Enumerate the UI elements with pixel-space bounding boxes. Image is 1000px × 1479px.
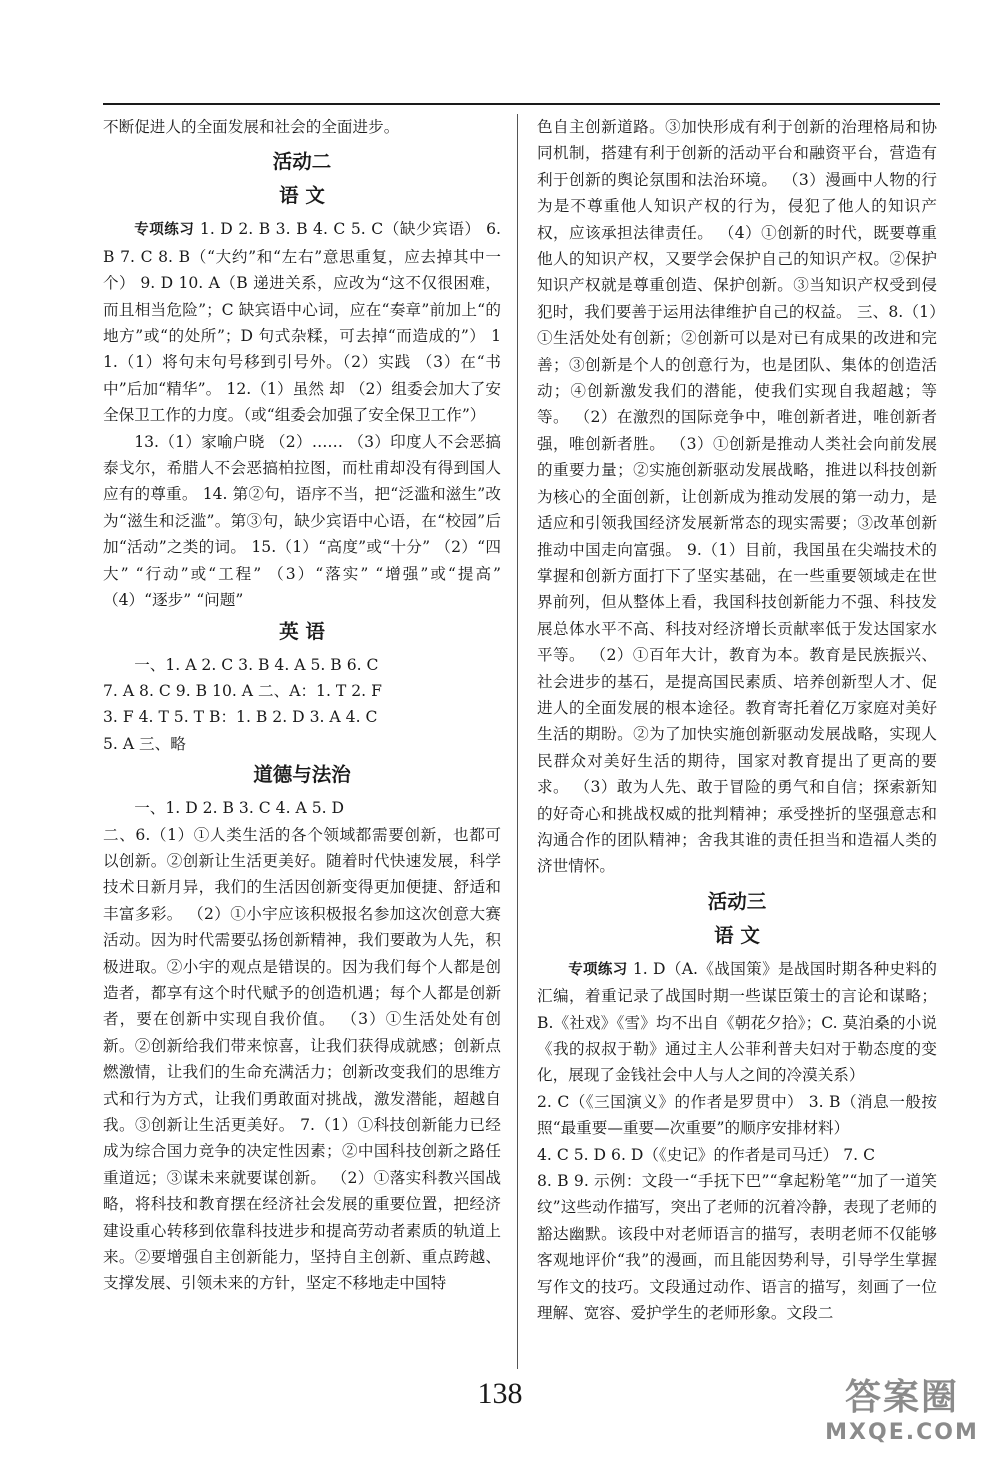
chinese-answers-line: 4. C 5. D 6. D（《史记》的作者是司马迁） 7. C: [537, 1145, 875, 1164]
chinese-answers-line: 2. C（《三国演义》的作者是罗贯中） 3. B（消息一般按照“最重要—重要—次重要”的顺序安排材料）: [537, 1092, 937, 1138]
chinese-heading: 语 文: [279, 184, 325, 208]
chinese-answers: [103, 216, 501, 428]
morality-law-heading: 道德与法治: [253, 763, 351, 787]
chinese-answers-line: 8. B 9. 示例：文段一“手抚下巴”“拿起粉笔”“加了一道笑纹”这些动作描写，突出了老师的沉着冷静，表现了老师的豁达幽默。该段中对老师语言的描写，表明老师不仅能够客观地评价“我”的漫画，而且能因势利导，引导学生掌握写作文的技巧。文段通过动作、语言的描写，刻画了一位理解、宽容、爱护学生的老师形象。文段二: [537, 1172, 937, 1323]
page-number: 138: [477, 1377, 523, 1410]
chinese-answers: [537, 956, 937, 1089]
morality-answers-text: 二、6.（1）①人类生活的各个领域都需要创新，也都可以创新。②创新让生活更美好。随着时代快速发展，科学技术日新月异，我们的生活因创新变得更加便捷、舒适和丰富多彩。 （2）①小宇应该积极报名参加这次创意大赛活动。因为时代需要弘扬创新精神，我们要敢为人先，积极进取。②小宇的观点是错误的。因为我们每个人都是创造者，都享有这个时代赋予的创造机遇；每个人都是创新者，要在创新中实现自我价值。 （3）①生活处处有创新。②创新给我们带来惊喜，让我们获得成就感；创新点燃激情，让我们的生命充满活力；创新改变我们的思维方式和行为方式，让我们勇敢面对挑战，激发潜能，超越自我。③创新让生活更美好。 7.（1）①科技创新能力已经成为综合国力竞争的决定性因素；②中国科技创新之路任重道远；③谋未来就要谋创新。 （2）①落实科教兴国战略，将科技和教育摆在经济社会发展的重要位置，把经济建设重心转移到依靠科技进步和提高劳动者素质的轨道上来。②要增强自主创新能力，坚持自主创新、重点跨越、支撑发展、引领未来的方针，坚定不移地走中国特: [103, 825, 501, 1293]
watermark-top: 答案圈: [844, 1377, 959, 1418]
morality-answers-continued: 色自主创新道路。③加快形成有利于创新的治理格局和协同机制，搭建有利于创新的活动平台和融资平台，营造有利于创新的舆论氛围和法治环境。 （3）漫画中人物的行为是不尊重他人知识产权的行为，侵犯了他人的知识产权，应该承担法律责任。 （4）①创新的时代，既要尊重他人的知识产权，又要学会保护自己的知识产权。②保护知识产权就是尊重创造、保护创新。③当知识产权受到侵犯时，我们要善于运用法律维护自己的权益。 三、8.（1）①生活处处有创新；②创新可以是对已有成果的改进和完善；③创新是个人的创意行为，也是团队、集体的创造活动；④创新激发我们的潜能，使我们实现自我超越；等等。 （2）在激烈的国际竞争中，唯创新者进，唯创新者强，唯创新者胜。 （3）①创新是推动人类社会向前发展的重要力量；②实施创新驱动发展战略，推进以科技创新为核心的全面创新，让创新成为推动发展的第一动力，是适应和引领我国经济发展新常态的现实需要；③改革创新推动中国走向富强。 9.（1）目前，我国虽在尖端技术的掌握和创新方面打下了坚实基础，在一些重要领域走在世界前列，但从整体上看，我国科技创新能力不强、科技发展总体水平不高、科技对经济增长贡献率低于发达国家水平等。 （2）①百年大计，教育为本。教育是民族振兴、社会进步的基石，是提高国民素质、培养创新型人才、促进人的全面发展的根本途径。教育寄托着亿万家庭对美好生活的期盼。②为了加快实施创新驱动发展战略，实现人民群众对美好生活的期待，国家对教育提出了更高的要求。 （3）敢为人先、敢于冒险的勇气和自信；探索新知的好奇心和挑战权威的批判精神；承受挫折的坚强意志和沟通合作的团队精神；舍我其谁的责任担当和造福人类的济世情怀。: [537, 118, 937, 876]
chinese-answers-13: 13.（1）家喻户晓 （2）…… （3）印度人不会恶搞泰戈尔，希腊人不会恶搞柏拉图，而杜甫却没有得到国人应有的尊重。 14. 第②句，语序不当，把“泛滥和滋生”改为“滋生和泛滥”。第③句，缺少宾语中心语，在“校园”后加“活动”之类的词。 15.（1）“高度”或“十分” （2）“四大” “行动”或“工程” （3）“落实” “增强”或“提高” （4）“逐步” “问题”: [103, 432, 501, 610]
continuation-paragraph: 不断促进人的全面发展和社会的全面进步。: [103, 118, 400, 136]
english-heading: 英 语: [279, 619, 325, 643]
column-divider: [517, 114, 518, 1369]
english-answers-line: 7. A 8. C 9. B 10. A 二、A：1. T 2. F: [103, 681, 382, 700]
watermark-logo: [822, 1377, 982, 1455]
english-answers-line: 一、1. A 2. C 3. B 4. A 5. B 6. C: [134, 655, 379, 674]
english-answers-line: 5. A 三、略: [103, 734, 186, 753]
special-practice-label: 专项练习: [134, 222, 195, 239]
morality-answers-choice: 一、1. D 2. B 3. C 4. A 5. D: [134, 799, 345, 818]
english-answers-line: 3. F 4. T 5. T B：1. B 2. D 3. A 4. C: [103, 708, 378, 727]
activity-three-heading: 活动三: [707, 889, 767, 913]
header-rule: [103, 103, 940, 105]
watermark-bottom: MXQE.COM: [825, 1420, 979, 1445]
chinese-answers-text: 1. D 2. B 3. B 4. C 5. C（缺少宾语） 6. B 7. C 8. B（“大约”和“左右”意思重复，应去掉其中一个） 9. D 10. A（B 递进关系，应改为“这不仅很困难，而且相当危险”；C 缺宾语中心词，应在“奏章”前加上“的地方”或“的处所”；D 句式杂糅，可去掉“而造成的”） 11.（1）将句末句号移到引号外。（2）实践 （3）在“书中”后加“精华”。 12.（1）虽然 却 （2）组委会加大了安全保卫工作的力度。（或“组委会加强了安全保卫工作”）: [103, 220, 501, 425]
right-column: [537, 114, 937, 1326]
chinese-answers-text: 1. D（A.《战国策》是战国时期各种史料的汇编，着重记录了战国时期一些谋臣策士的言论和谋略；B.《社戏》《雪》均不出自《朝花夕拾》；C. 莫泊桑的小说《我的叔叔于勒》通过主人公菲利普夫妇对于勒态度的变化，展现了金钱社会中人与人之间的冷漠关系）: [537, 959, 937, 1085]
left-column: [103, 114, 501, 1297]
chinese-heading: 语 文: [714, 923, 760, 947]
activity-two-heading: 活动二: [272, 150, 332, 174]
special-practice-label: 专项练习: [568, 961, 628, 978]
